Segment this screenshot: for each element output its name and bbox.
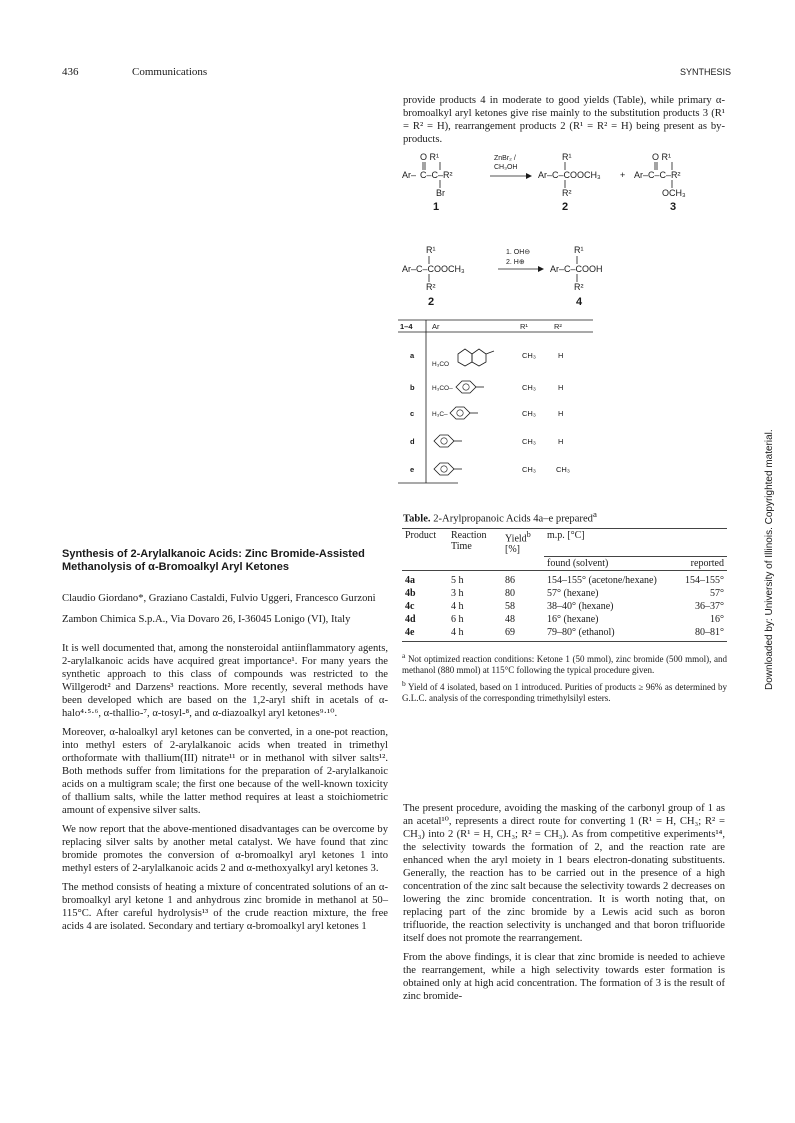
compound-label-1: 1 [433, 201, 440, 213]
paragraph: It is well documented that, among the nonsteroidal antiinflammatory agents, 2-arylalkanoic acids have acquired great importance¹. For many years the synthetic approach to this class of compounds was restricted to the Willgerodt² and Darzens³ reactions. More recently, several methods have been developed which are based on the 1,2-aryl shift in acetals of α-halo⁴·⁵·⁶, α-thallio-⁷, α-tosyl-⁸, and α-diazoalkyl aryl ketones⁹·¹⁰. [62, 643, 388, 719]
svg-text:H₃C–: H₃C– [432, 411, 448, 418]
journal-name: SYNTHESIS [680, 67, 732, 77]
paragraph: From the above findings, it is clear that zinc bromide is needed to achieve the rearrangement, while a high selectivity towards ester formation is obtained only at high acid concentration. The formation of 3 is the result of zinc bromide- [403, 952, 725, 1002]
table-row: 4b 3 h 80 57° (hexane) 57° [405, 587, 724, 599]
sub-header-ar: Ar [432, 322, 440, 331]
sub-row-r2: H [558, 351, 564, 360]
svg-text:Ar–C–COOCH₃: Ar–C–COOCH₃ [538, 170, 601, 180]
svg-text:R²: R² [574, 282, 584, 292]
reagent-methanol: CH₃OH [494, 164, 518, 171]
svg-text:O R¹: O R¹ [420, 152, 439, 162]
authors: Claudio Giordano*, Graziano Castaldi, Fulvio Uggeri, Francesco Gurzoni [62, 593, 376, 604]
col-reaction-time: Reaction Time [451, 530, 487, 552]
sub-header-r2: R² [554, 322, 562, 331]
paragraph: The method consists of heating a mixture of concentrated solutions of an α-bromoalkyl aryl ketone 1 and anhydrous zinc bromide in methanol at 50–115°C. After careful hydrolysis¹³ of the crude reaction mixture, the free acids 4 are isolated. Secondary and tertiary α-bromoalkyl aryl ketones 1 [62, 882, 388, 932]
page-number: 436 [62, 66, 79, 78]
footnote-b: Yield of 4 isolated, based on 1 introduced. Purities of products ≥ 96% as determined by G.L.C. analysis of the corresponding trimethylsilyl esters. [402, 681, 727, 703]
section-name: Communications [132, 66, 208, 78]
download-notice: Downloaded by: University of Illinois. Copyrighted material. [764, 429, 775, 690]
svg-text:Ar–C–COOH: Ar–C–COOH [550, 264, 603, 274]
svg-text:Ar–C–C–R²: Ar–C–C–R² [634, 170, 681, 180]
sub-row-id: a [410, 351, 415, 360]
sub-row-id: e [410, 465, 415, 474]
table-row: 4a 5 h 86 154–155° (acetone/hexane) 154–155° [405, 574, 724, 586]
col-yield: Yield [505, 533, 527, 545]
sub-row-r2: H [558, 383, 564, 392]
col-yield-unit: [%] [505, 544, 520, 556]
sub-row-id: b [410, 383, 415, 392]
paragraph: Moreover, α-haloalkyl aryl ketones can be converted, in a one-pot reaction, into methyl esters of 2-arylalkanoic acids when treated in trimethyl orthoformate with thallium(III) nitrate¹¹ or in methanol with silver salts¹². Both methods suffer from limitations for the preparation of 2-arylalkanoic acids on a multigram scale; the first one because of the well-known toxicity of thallium salts, while the latter method requires at least a stoichiometric amount of expensive silver salts. [62, 727, 388, 816]
svg-text:R¹: R¹ [574, 245, 584, 255]
reagent-acid: 2. H⊕ [506, 259, 525, 266]
svg-text:Br: Br [436, 188, 445, 198]
sub-row-r1: CH₃ [522, 351, 536, 360]
table-row: 4d 6 h 48 16° (hexane) 16° [405, 613, 724, 625]
sub-header-r1: R¹ [520, 322, 528, 331]
col-mp: m.p. [°C] [544, 529, 727, 556]
table-row: 4c 4 h 58 38–40° (hexane) 36–37° [405, 600, 724, 612]
substituent-table [398, 318, 598, 493]
results-table: Product Reaction Time Yield$^b$ [%] m.p. [°C] found (solvent) reported 4a 5 h 86 154–155° (acetone/hexane) 154–155° 4b 3 h 80 57° (hexane) 57° 4c 4 h 58 38–40° (hexane) 36–37° 4d 6 h 48 16° (hexane) 16° 4e 4 h 69 79–80° (ethanol) 80–81° $^a$ Not optimized reaction conditions: Ketone 1 (50 mmol), zinc bromide (500 mmol), and methanol (880 mmol) at 115°C following the typical procedure given. $^b$ Yield of 4 isolated, based on 1 introduced. Purities of products ≥ 96% as determined by G.L.C. analysis of the corresponding trimethylsilyl esters. [402, 530, 727, 703]
col-found: found (solvent) [547, 557, 609, 569]
sub-row-r1: CH₃ [522, 383, 536, 392]
article-left-column [62, 548, 388, 939]
reaction-scheme [398, 150, 728, 310]
sub-row-r1: CH₃ [522, 465, 536, 474]
svg-text:OCH₃: OCH₃ [662, 188, 686, 198]
svg-text:R²: R² [426, 282, 436, 292]
article-title: Synthesis of 2-Arylalkanoic Acids: Zinc Bromide-Assisted Methanolysis of α-Bromoalkyl Aryl Ketones [62, 548, 365, 573]
svg-text:R²: R² [562, 188, 572, 198]
col-reported: reported [690, 557, 724, 569]
sub-header-id: 1–4 [400, 322, 413, 331]
compound-label-4: 4 [576, 296, 583, 308]
svg-text:R¹: R¹ [562, 152, 572, 162]
substituent-grid [398, 318, 598, 488]
svg-text:H₃CO: H₃CO [432, 361, 450, 368]
table-caption-text: 2-Arylpropanoic Acids 4a–e prepared [433, 513, 593, 525]
svg-text:C–C–R²: C–C–R² [420, 170, 453, 180]
intro-continuation: provide products 4 in moderate to good yields (Table), while primary α-bromoalkyl aryl ketones give rise mainly to the substitution products 3 (R¹ = R² = H), rearrangement products 2 (R¹ = R² = H) being present as by-products. [403, 95, 725, 145]
sub-row-id: c [410, 409, 415, 418]
reagent-hydroxide: 1. OH⊖ [506, 249, 531, 256]
sub-row-r2: H [558, 437, 564, 446]
svg-text:Ar–C–COOCH₃: Ar–C–COOCH₃ [402, 264, 465, 274]
col-product: Product [405, 530, 437, 541]
compound-label-3: 3 [670, 201, 677, 213]
paragraph: The present procedure, avoiding the masking of the carbonyl group of 1 as an acetal¹⁰, represents a direct route for converting 1 (R¹ = H, CH₃; R² = CH₃) into 2 (R¹ = H, CH₃; R² = CH₃). As from competitive experiments¹⁴, the selectivity towards the formation of 2, and the reaction rate are enhanced when the aryl moiety in 1 bears electron-donating substituents. Generally, the reaction has to be carried out in the presence of a high concentration of the zinc salt because the selectivity towards 2 decreases on lowering the zinc bromide concentration. It is worth noting that, on replacing part of the zinc bromide by a Lewis acid such as boron trifluoride, the reaction selectivity is unchanged and that boron trifluoride itself does not promote the rearrangement. [403, 803, 725, 944]
svg-text:H₃CO–: H₃CO– [432, 385, 453, 392]
svg-text:Ar–: Ar– [402, 170, 417, 180]
compound-label-2: 2 [562, 201, 569, 213]
affiliation: Zambon Chimica S.p.A., Via Dovaro 26, I-36045 Lonigo (VI), Italy [62, 614, 351, 625]
sub-row-r2: H [558, 409, 564, 418]
table-caption: Table. 2-Arylpropanoic Acids 4a–e prepared$^a$ [403, 509, 597, 525]
paragraph: We now report that the above-mentioned disadvantages can be overcome by replacing silver salts by another metal catalyst. We have found that zinc bromide promotes the conversion of α-bromoalkyl aryl ketones 1 into methyl esters of 2-arylalkanoic acids 2 and α-methoxyalkyl aryl ketones 3. [62, 824, 388, 874]
sub-row-r1: CH₃ [522, 437, 536, 446]
table-caption-label: Table. [403, 513, 431, 525]
sub-row-id: d [410, 437, 415, 446]
footnote-a: Not optimized reaction conditions: Ketone 1 (50 mmol), zinc bromide (500 mmol), and methanol (880 mmol) at 115°C following the typical procedure given. [402, 653, 727, 675]
sub-row-r2: CH₃ [556, 465, 570, 474]
svg-text:R¹: R¹ [426, 245, 436, 255]
reagent-zinc-bromide: ZnBr₂ / [494, 155, 516, 162]
svg-text:O R¹: O R¹ [652, 152, 671, 162]
sub-row-r1: CH₃ [522, 409, 536, 418]
article-right-column [403, 802, 725, 1009]
table-row: 4e 4 h 69 79–80° (ethanol) 80–81° [405, 626, 724, 638]
svg-text:+: + [620, 170, 626, 180]
compound-label-2b: 2 [428, 296, 435, 308]
